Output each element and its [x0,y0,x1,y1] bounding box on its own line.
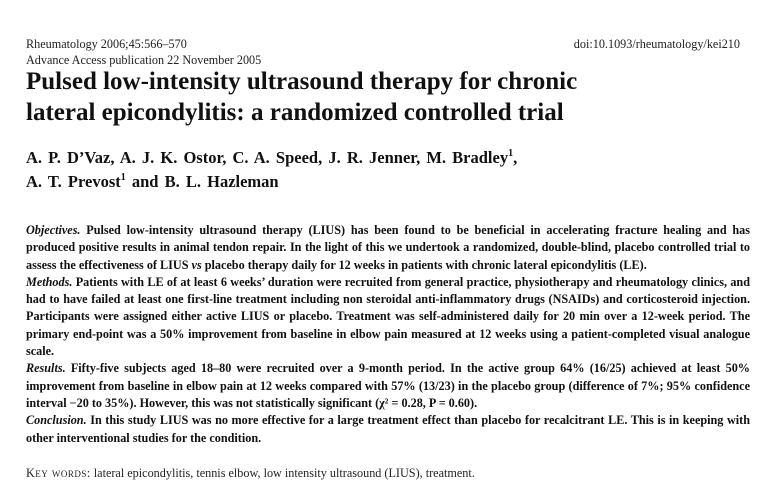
objectives-text-a: Pulsed low-intensity ultrasound therapy (LIUS) has been found to be beneficial in accelerating fracture healing and has produced positive results in animal tendon repair. In the light of this we undertook a randomized, double-blind, placebo controlled trial to assess the effectiveness of LIUS [26,223,750,272]
affiliation-marker: 1 [120,172,126,183]
authors-line2-rest: and B. L. Hazleman [125,172,279,191]
results-heading: Results. [26,361,66,376]
objectives-text-b: placebo therapy daily for 12 weeks in patients with chronic lateral epicondylitis (LE). [201,257,647,272]
abstract-methods [26,274,750,360]
methods-heading: Methods. [26,274,73,289]
abstract [26,222,750,447]
paper-title [26,66,756,128]
abstract-objectives [26,222,750,274]
author-list [26,146,756,194]
abstract-results [26,360,750,412]
abstract-conclusion [26,412,750,447]
keywords-text: lateral epicondylitis, tennis elbow, low intensity ultrasound (LIUS), treatment. [90,466,475,480]
methods-text: Patients with LE of at least 6 weeks’ duration were recruited from general practice, physiotherapy and rheumatology clinics, and had to have failed at least one first-line treatment including non steroidal anti-inflammatory drugs (NSAIDs) and corticosteroid injection. Participants were assigned either active LIUS or placebo. Treatment was self-administered daily for 20 min over a 12-week period. The primary end-point was a 50% improvement from baseline in elbow pain measured at 12 weeks using a patient-completed visual analogue scale. [26,274,750,359]
conclusion-text: In this study LIUS was no more effective for a large treatment effect than placebo for recalcitrant LE. This is in keeping with other interventional studies for the condition. [26,413,750,445]
conclusion-heading: Conclusion. [26,413,87,428]
keywords [26,466,750,481]
objectives-heading: Objectives. [26,223,81,237]
author-prevost: A. T. Prevost [26,172,121,191]
objectives-vs: vs [191,257,202,272]
advance-access-date: Advance Access publication 22 November 2005 [26,53,262,67]
journal-citation: Rheumatology 2006;45:566–570 [26,37,187,51]
authors-comma: , [513,148,518,167]
paper-title-line2: lateral epicondylitis: a randomized controlled trial [26,99,564,126]
paper-title-line1: Pulsed low-intensity ultrasound therapy for chronic [26,68,578,95]
doi-link[interactable]: doi:10.1093/rheumatology/kei210 [573,37,740,51]
affiliation-marker: 1 [508,148,514,159]
authors-line1: A. P. D’Vaz, A. J. K. Ostor, C. A. Speed, J. R. Jenner, M. Bradley [26,148,509,167]
results-text: Fifty-five subjects aged 18–80 were recruited over a 9-month period. In the active group 64% (16/25) achieved at least 50% improvement from baseline in elbow pain at 12 weeks compared with 57% (13/23) in the placebo group (difference of 7%; 95% confidence interval −20 to 35%). However, this was not statistically significant (χ² = 0.28, P = 0.60). [26,361,750,410]
keywords-label: Key words: [26,466,91,480]
